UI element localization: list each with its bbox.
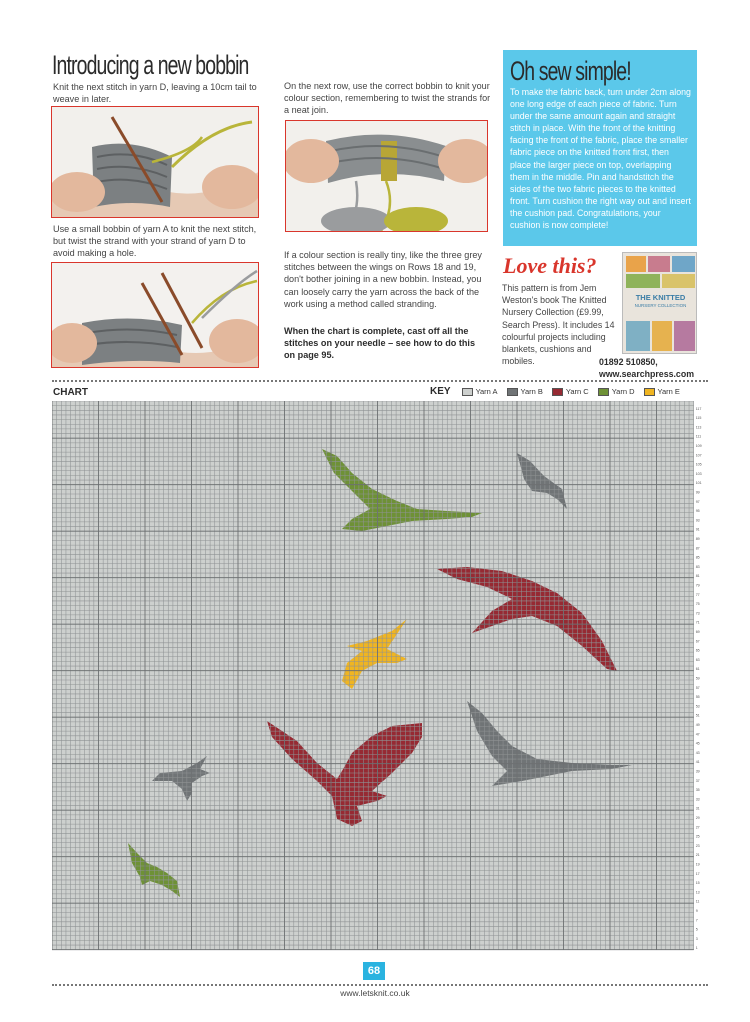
row-number: 105 [695,462,702,467]
row-number: 11 [695,899,700,904]
row-number: 59 [695,676,700,681]
middle-para2: If a colour section is really tiny, like the three grey stitches between the wings on Rows 18 and 19, don't bother joining in a new bobbin. Instead, you can loosely carry the yarn across the back of the work using a method called stranding. [284,250,482,309]
row-number: 97 [695,499,700,504]
middle-para3: When the chart is complete, cast off all the stitches on your needle – see how to do this on page 95. [284,326,476,361]
yarn-d-label: Yarn D [611,387,635,396]
key-yarn-c [552,387,589,396]
row-number: 85 [695,555,700,560]
chart-key [430,386,680,397]
section-divider-top [52,380,708,382]
row-number: 3 [695,936,698,941]
row-number: 31 [695,806,700,811]
section-divider-bottom [52,984,708,986]
row-number: 43 [695,750,700,755]
book-title-line2: NURSERY COLLECTION [634,303,687,308]
row-number: 7 [695,918,698,923]
yarn-d-swatch [598,388,609,396]
sew-title: Oh sew simple! [510,56,631,86]
row-number: 87 [695,546,700,551]
row-number: 1 [695,946,698,951]
row-number: 33 [695,797,700,802]
love-contact: 01892 510850, www.searchpress.com [599,357,695,380]
row-number: 61 [695,667,700,672]
row-number: 99 [695,490,700,495]
bobbin-step2-text: Use a small bobbin of yarn A to knit the next stitch, but twist the strand with your strand of yarn D to avoid making a hole. [53,224,257,259]
row-number: 73 [695,611,700,616]
love-title: Love this? [503,253,597,278]
knitting-photo-1 [51,106,259,218]
key-yarn-e [644,387,680,396]
yarn-b-label: Yarn B [520,387,543,396]
row-number: 77 [695,592,700,597]
yarn-c-label: Yarn C [565,387,589,396]
row-number: 49 [695,723,700,727]
key-yarn-d [598,387,635,396]
row-number: 103 [695,471,702,476]
row-number: 75 [695,602,700,607]
yarn-e-label: Yarn E [657,387,680,396]
row-number: 71 [695,620,700,625]
footer-url: www.letsknit.co.uk [340,988,410,998]
row-number: 63 [695,657,700,662]
row-number: 109 [695,444,702,448]
row-number: 89 [695,537,700,541]
chart-row-numbers [696,407,702,950]
row-number: 27 [695,825,700,830]
row-number: 29 [695,816,700,820]
key-yarn-a [462,387,498,396]
knitting-photo-3 [285,120,488,232]
row-number: 91 [695,527,700,532]
row-number: 51 [695,713,700,718]
row-number: 23 [695,843,700,848]
key-label: KEY [430,386,451,397]
book-cover [622,252,697,354]
love-text [502,282,620,367]
row-number: 17 [695,871,700,876]
yarn-a-label: Yarn A [475,387,498,396]
row-number: 37 [695,778,700,783]
row-number: 95 [695,509,700,514]
row-number: 5 [695,927,698,932]
row-number: 65 [695,648,700,653]
row-number: 13 [695,890,700,895]
row-number: 19 [695,862,700,867]
row-number: 101 [695,481,702,486]
row-number: 39 [695,769,700,774]
row-number: 107 [695,453,702,458]
sew-box [503,50,697,246]
book-title-line1: THE KNITTED [635,293,686,302]
yarn-b-swatch [507,388,518,396]
row-number: 69 [695,630,700,634]
yarn-a-swatch [462,388,473,396]
row-number: 35 [695,788,700,793]
row-number: 93 [695,518,700,523]
row-number: 45 [695,741,700,746]
row-number: 25 [695,834,700,839]
yarn-c-swatch [552,388,563,396]
bobbin-title: Introducing a new bobbin [52,50,249,80]
row-number: 47 [695,732,700,737]
row-number: 57 [695,685,700,690]
bobbin-step1-text: Knit the next stitch in yarn D, leaving a 10cm tail to weave in later. [53,82,257,105]
row-number: 113 [695,425,702,430]
row-number: 53 [695,704,700,709]
row-number: 9 [695,909,698,913]
row-number: 21 [695,853,700,858]
row-number: 83 [695,564,700,569]
row-number: 79 [695,583,700,588]
middle-para1: On the next row, use the correct bobbin to knit your colour section, remembering to twist the strands for a neat join. [284,81,491,116]
key-yarn-b [507,387,543,396]
row-number: 41 [695,760,700,765]
row-number: 67 [695,639,700,644]
love-description: This pattern is from Jem Weston's book The Knitted Nursery Collection (£9.99, Search Press). It includes 14 colourful projects including blankets, cushions and mobiles. [502,283,615,367]
row-number: 111 [695,434,702,439]
yarn-e-swatch [644,388,655,396]
row-number: 81 [695,574,700,579]
chart-label: CHART [53,387,88,398]
row-number: 15 [695,881,700,886]
row-number: 115 [695,416,702,421]
sew-text: To make the fabric back, turn under 2cm along one long edge of each piece of fabric. Turn under the same amount again and straight stitch in place. With the front of the knitting facing the front of the fabric, place the smaller fabric piece on the knitted front first, then place the larger piece on top, overlapping them in the middle. Pin and handstitch the sides of the two fabric pieces to the knitted front. Turn cushion the right way out and insert the cushion pad. Congratulations, your cushion is now complete! [510,87,691,231]
row-number: 117 [695,406,702,411]
knitting-photo-2 [51,262,259,368]
knit-chart [52,401,708,957]
page-number: 68 [363,962,385,980]
row-number: 55 [695,695,700,700]
